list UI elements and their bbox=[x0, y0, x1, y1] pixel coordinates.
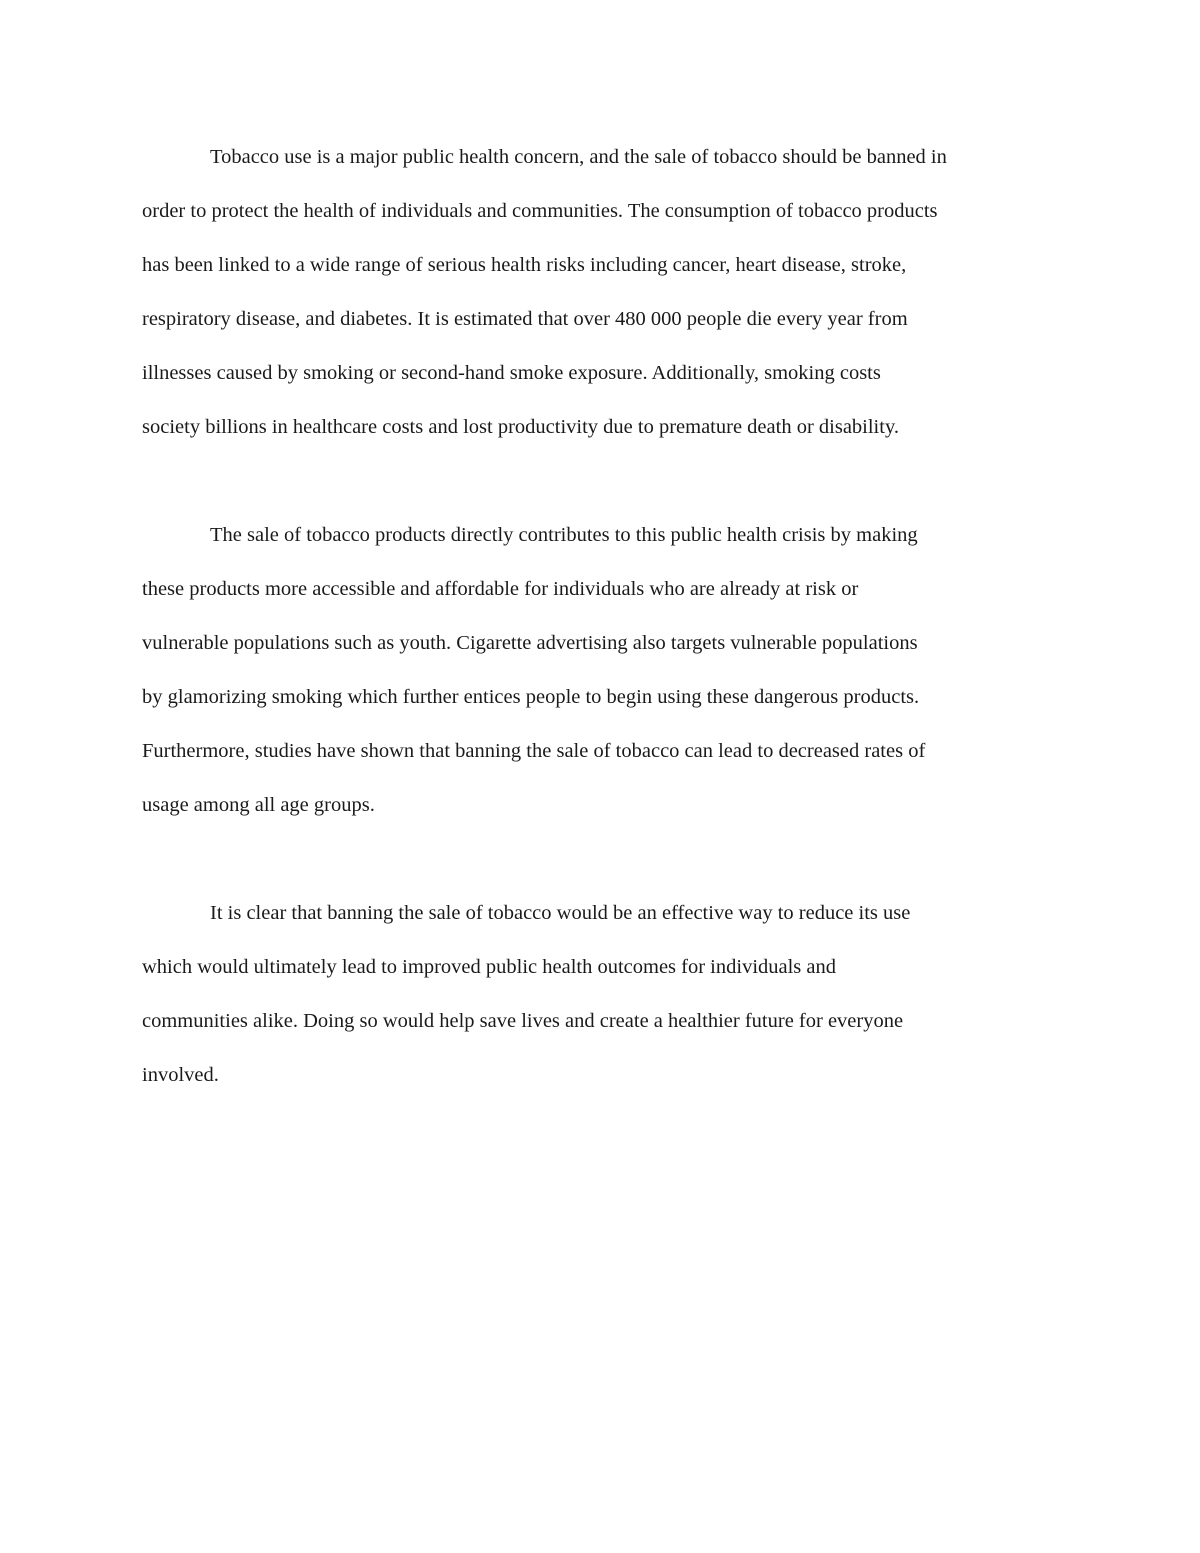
paragraph-line: illnesses caused by smoking or second-hand smoke exposure. Additionally, smoking costs bbox=[142, 362, 881, 384]
paragraph-line: respiratory disease, and diabetes. It is estimated that over 480 000 people die every year from bbox=[142, 308, 908, 330]
paragraph-line: usage among all age groups. bbox=[142, 794, 375, 816]
paragraph-line: It is clear that banning the sale of tobacco would be an effective way to reduce its use bbox=[210, 902, 911, 924]
paragraph-line: The sale of tobacco products directly contributes to this public health crisis by making bbox=[210, 524, 918, 546]
paragraph-line: by glamorizing smoking which further entices people to begin using these dangerous products. bbox=[142, 686, 920, 708]
paragraph-line: has been linked to a wide range of serious health risks including cancer, heart disease, stroke, bbox=[142, 254, 907, 276]
paragraph-line: involved. bbox=[142, 1064, 219, 1086]
paragraph-line: these products more accessible and affordable for individuals who are already at risk or bbox=[142, 578, 859, 600]
paragraph-line: Tobacco use is a major public health concern, and the sale of tobacco should be banned in bbox=[210, 146, 947, 168]
paragraph-line: which would ultimately lead to improved public health outcomes for individuals and bbox=[142, 956, 837, 978]
paragraph-line: society billions in healthcare costs and lost productivity due to premature death or disability. bbox=[142, 416, 899, 438]
paragraph-line: order to protect the health of individuals and communities. The consumption of tobacco products bbox=[142, 200, 938, 222]
paragraph-line: communities alike. Doing so would help save lives and create a healthier future for everyone bbox=[142, 1010, 904, 1032]
paragraph-line: vulnerable populations such as youth. Cigarette advertising also targets vulnerable populations bbox=[142, 632, 918, 654]
paragraph-line: Furthermore, studies have shown that banning the sale of tobacco can lead to decreased rates of bbox=[142, 740, 926, 762]
